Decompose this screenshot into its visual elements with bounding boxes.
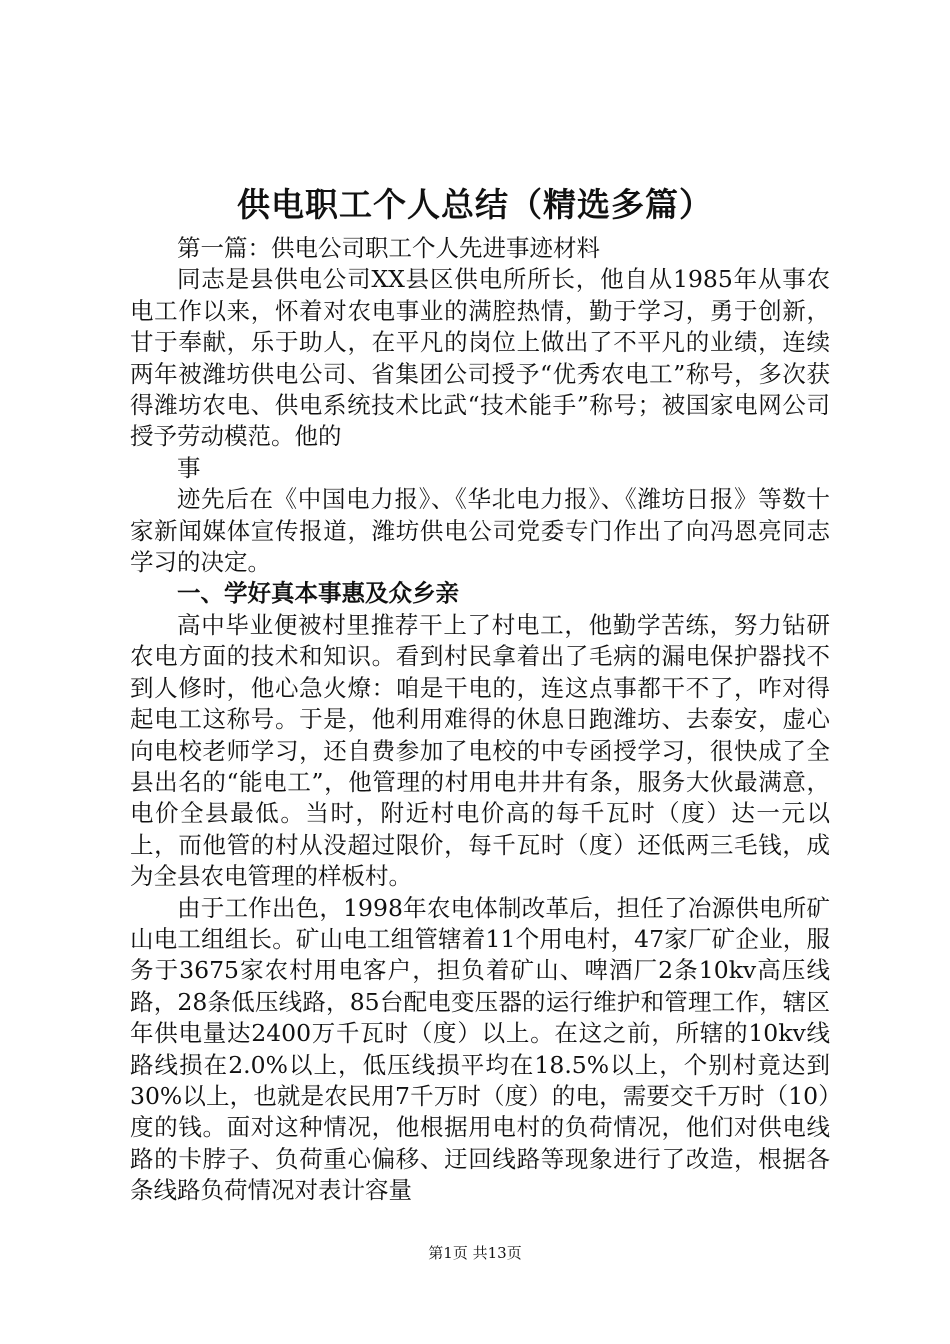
document-title: 供电职工个人总结（精选多篇） [237, 185, 713, 224]
paragraph: 同志是县供电公司XX县区供电所所长，他自从1985年从事农电工作以来，怀着对农电事业的满腔热情，勤于学习，勇于创新，甘于奉献，乐于助人，在平凡的岗位上做出了不平凡的业绩，连续两年被潍坊供电公司、省集团公司授予“优秀农电工”称号，多次获得潍坊农电、供电系统技术比武“技术能手”称号；被国家电网公司授予劳动模范。他的 [130, 265, 830, 451]
page-footer: 第1页 共13页 [428, 1244, 522, 1262]
section-subtitle: 第一篇：供电公司职工个人先进事迹材料 [177, 234, 600, 262]
document-body [130, 233, 830, 1207]
paragraph: 迹先后在《中国电力报》、《华北电力报》、《潍坊日报》等数十家新闻媒体宣传报道，潍坊供电公司党委专门作出了向冯恩亮同志学习的决定。 [130, 485, 830, 577]
section-heading: 一、学好真本事惠及众乡亲 [177, 579, 459, 608]
paragraph: 事 [177, 453, 201, 482]
paragraph: 高中毕业便被村里推荐干上了村电工，他勤学苦练，努力钻研农电方面的技术和知识。看到村民拿着出了毛病的漏电保护器找不到人修时，他心急火燎：咱是干电的，连这点事都干不了，咋对得起电工这称号。于是，他利用难得的休息日跑潍坊、去泰安，虚心向电校老师学习，还自费参加了电校的中专函授学习，很快成了全县出名的“能电工”，他管理的村用电井井有条，服务大伙最满意，电价全县最低。当时，附近村电价高的每千瓦时（度）达一元以上，而他管的村从没超过限价，每千瓦时（度）还低两三毛钱，成为全县农电管理的样板村。 [130, 610, 830, 891]
paragraph: 由于工作出色，1998年农电体制改革后，担任了冶源供电所矿山电工组组长。矿山电工组管辖着11个用电村，47家厂矿企业，服务于3675家农村用电客户，担负着矿山、啤酒厂2条10kv高压线路，28条低压线路，85台配电变压器的运行维护和管理工作，辖区年供电量达2400万千瓦时（度）以上。在这之前，所辖的10kv线路线损在2.0%以上，低压线损平均在18.5%以上，个别村竟达到30%以上，也就是农民用7千万时（度）的电，需要交千万时（10）度的钱。面对这种情况，他根据用电村的负荷情况，他们对供电线路的卡脖子、负荷重心偏移、迂回线路等现象进行了改造，根据各条线路负荷情况对表计容量 [130, 893, 830, 1205]
